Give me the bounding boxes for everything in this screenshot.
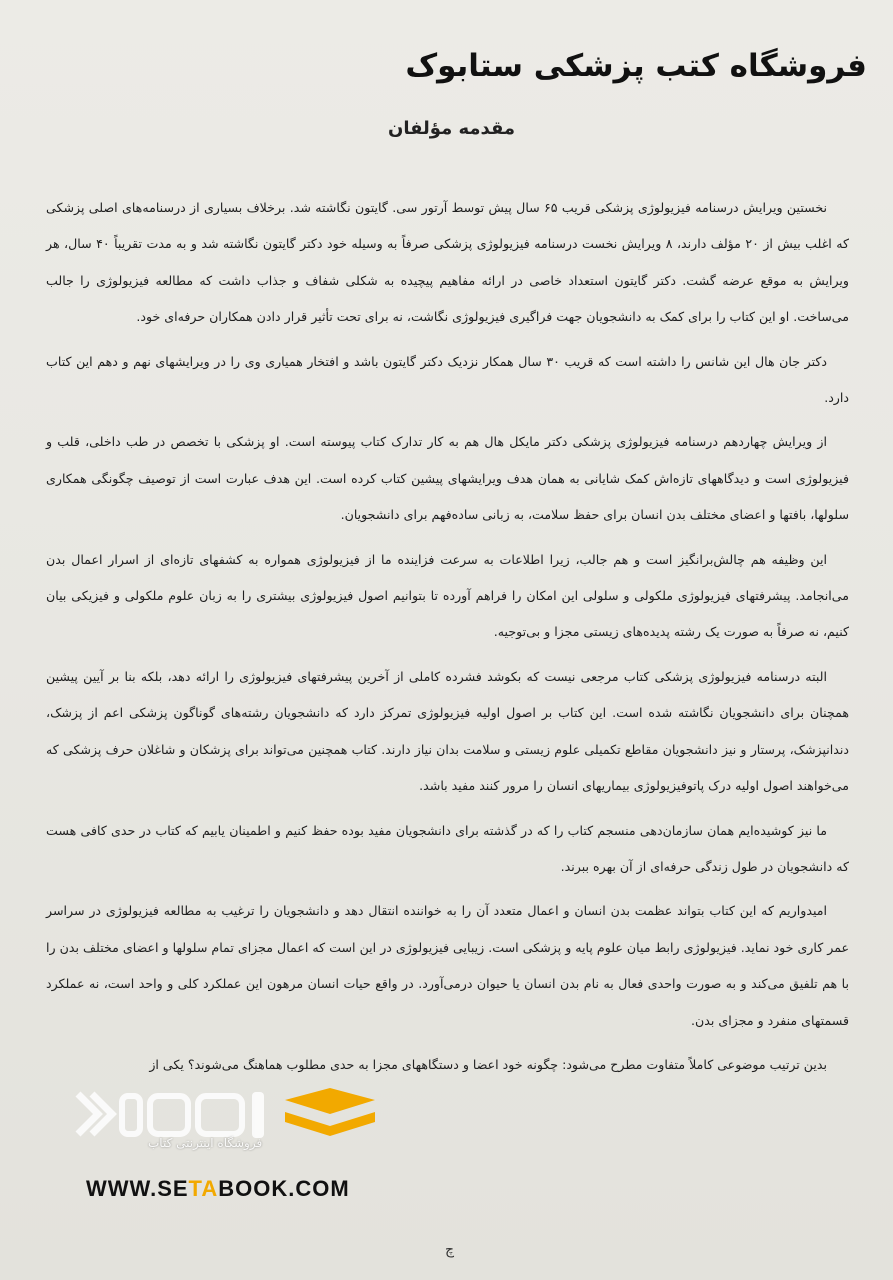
page-number: چ <box>445 1242 455 1258</box>
paragraph: امیدواریم که این کتاب بتواند عظمت بدن انسان و اعمال متعدد آن را به خواننده انتقال دهد و دانشجویان را ترغیب به مطالعه فیزیولوژی در سراسر عمر کاری خود نماید. فیزیولوژی رابط میان علوم پایه و پزشکی است. زیبایی فیزیولوژی در این است که اعمال مجزای تمام سلولها و اعضای مختلف بدن را با هم تلفیق می‌کند و به صورت واحدی فعال به نام بدن انسان یا حیوان درمی‌آورد. در واقع حیات انسان مرهون این عملکرد کلی و واحد است، نه عملکرد قسمتهای منفرد و مجزای بدن. <box>46 903 849 1028</box>
paragraph: بدین ترتیب موضوعی کاملاً متفاوت مطرح می‌شود: چگونه خود اعضا و دستگاههای مجزا به حدی مطلوب هماهنگ می‌شوند؟ یکی از <box>149 1056 827 1072</box>
book-stack-icon <box>285 1088 375 1136</box>
watermark-tagline: فروشگاه اینترنتی کتاب <box>148 1136 263 1150</box>
section-title: مقدمه مؤلفان <box>387 118 516 139</box>
url-suffix: BOOK.COM <box>218 1176 350 1201</box>
store-title: فروشگاه کتب پزشکی ستابوک <box>405 48 867 84</box>
body-text <box>46 190 849 1091</box>
watermark-url <box>86 1176 350 1202</box>
paragraph: نخستین ویرایش درسنامه فیزیولوژی پزشکی قریب ۶۵ سال پیش توسط آرتور سی. گایتون نگاشته شد. برخلاف بسیاری از درسنامه‌های اصلی پزشکی که اغلب بیش از ۲۰ مؤلف دارند، ۸ ویرایش نخست درسنامه فیزیولوژی پزشکی صرفاً به وسیله خود دکتر گایتون نگاشته شد و به مدت تقریباً ۴۰ سال، هر ویرایش به موقع عرضه گشت. دکتر گایتون استعداد خاصی در ارائه مفاهیم پیچیده به شکلی شفاف و جذاب داشت که مطالعه فیزیولوژی را جالب می‌ساخت. او این کتاب را برای کمک به دانشجویان جهت فراگیری فیزیولوژی نگاشت، نه برای تحت تأثیر قرار دادن همکاران حرفه‌ای خود. <box>46 200 849 325</box>
paragraph: البته درسنامه فیزیولوژی پزشکی کتاب مرجعی نیست که بکوشد فشرده کاملی از آخرین پیشرفتهای فیزیولوژی را ارائه دهد، بلکه بنا بر آیین پیشین همچنان برای دانشجویان نگاشته شده است. این کتاب بر اصول اولیه فیزیولوژی تمرکز دارد که دانشجویان رشته‌های گوناگون پزشکی اعم از پزشک، دندانپزشک، پرستار و نیز دانشجویان مقاطع تکمیلی علوم زیستی و سلامت بدان نیاز دارند. کتاب همچنین می‌تواند برای پزشکان و شاغلان حرف پزشکی که می‌خواهند اصول اولیه درک پاتوفیزیولوژی بیماریهای انسان را مرور کنند مفید باشد. <box>46 668 849 794</box>
paragraph: دکتر جان هال این شانس را داشته است که قریب ۳۰ سال همکار نزدیک دکتر گایتون باشد و افتخار همیاری وی را در ویرایشهای نهم و دهم این کتاب دارد. <box>46 353 849 406</box>
paragraph: ما نیز کوشیده‌ایم همان سازمان‌دهی منسجم کتاب را که در گذشته برای دانشجویان مفید بوده حفظ کنیم و اطمینان یابیم که کتاب در حدی کافی هست که دانشجویان در طول زندگی حرفه‌ای از آن بهره ببرند. <box>46 822 849 874</box>
paragraph: از ویرایش چهاردهم درسنامه فیزیولوژی پزشکی دکتر مایکل هال هم به کار تدارک کتاب پیوسته است. او پزشکی با تخصص در طب داخلی، قلب و فیزیولوژی است و دیدگاههای تازه‌اش کمک شایانی به همان هدف ویرایشهای پیشین کتاب کرده است. این هدف عبارت است از توصیف چگونگی همکاری سلولها، بافتها و اعضای مختلف بدن انسان برای حفظ سلامت، به زبانی ساده‌فهم برای دانشجویان. <box>46 434 849 523</box>
url-accent: TA <box>188 1176 219 1201</box>
url-prefix: WWW.SE <box>86 1176 189 1201</box>
paragraph: این وظیفه هم چالش‌برانگیز است و هم جالب، زیرا اطلاعات به سرعت فزاینده ما از فیزیولوژی همواره به کشفهای تازه‌ای از اسرار اعمال بدن می‌انجامد. پیشرفتهای فیزیولوژی ملکولی و سلولی این امکان را فراهم آورده تا بتوانیم اصول فیزیولوژی بیشتری را به زبان علوم ملکولی و فیزیکی بیان کنیم، نه صرفاً به صورت یک رشته پدیده‌های زیستی مجزا و بی‌توجیه. <box>46 551 849 640</box>
setabook-logo <box>70 1082 390 1182</box>
